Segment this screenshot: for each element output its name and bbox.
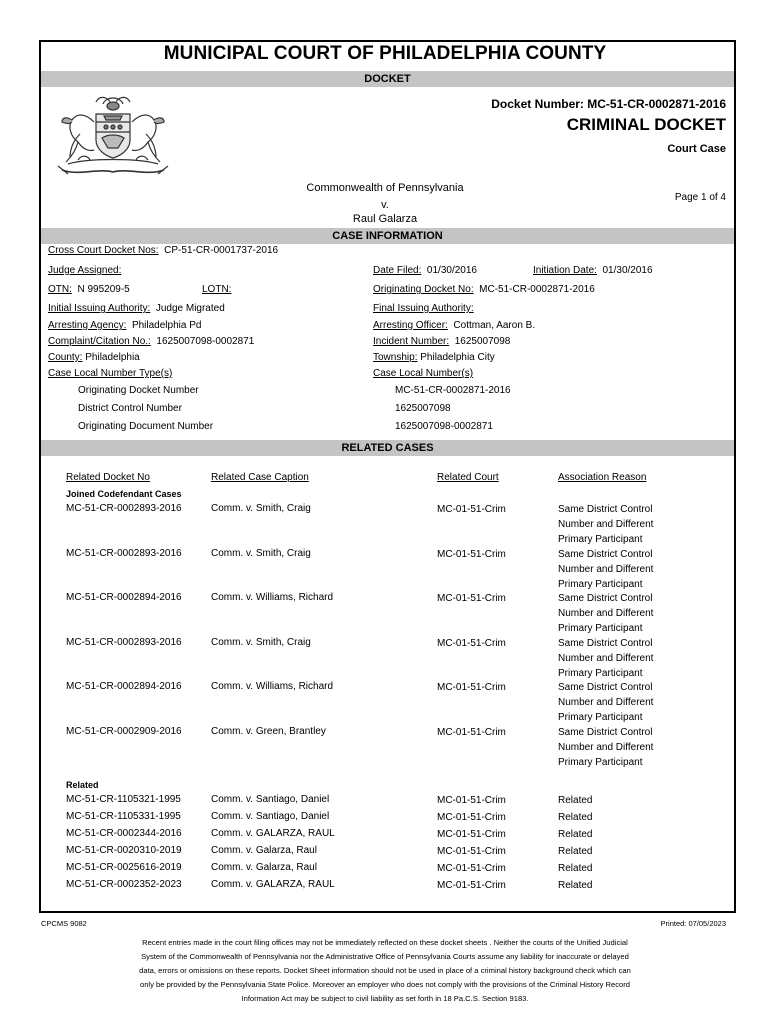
cross-court-docket: Cross Court Docket Nos: CP-51-CR-0001737-2016 <box>48 245 279 256</box>
association-reason-line: Number and Different <box>558 653 654 664</box>
local-number-type: District Control Number <box>78 403 182 414</box>
related-case-caption: Comm. v. Santiago, Daniel <box>211 794 330 805</box>
related-case-caption: Comm. v. Santiago, Daniel <box>211 811 330 822</box>
local-number-type: Originating Document Number <box>78 421 214 432</box>
related-docket-no: MC-51-CR-1105321-1995 <box>66 794 181 805</box>
coat-of-arms-icon <box>48 92 178 180</box>
caption-defendant: Raul Galarza <box>352 213 418 225</box>
related-court: MC-01-51-Crim <box>437 549 506 560</box>
related-case-caption: Comm. v. GALARZA, RAUL <box>211 879 335 890</box>
form-id: CPCMS 9082 <box>41 919 87 928</box>
related-case-caption: Comm. v. Galarza, Raul <box>211 862 317 873</box>
disclaimer-line: System of the Commonwealth of Pennsylvania nor the Administrative Office of Pennsylvania Courts assume any liability for inaccurate or delayed <box>141 952 629 961</box>
related-court: MC-01-51-Crim <box>437 795 506 806</box>
initiation-date: Initiation Date: 01/30/2016 <box>533 265 653 276</box>
case-local-number-types-label: Case Local Number Type(s) <box>48 368 173 379</box>
association-reason-line: Number and Different <box>558 697 654 708</box>
originating-docket: Originating Docket No: MC-51-CR-0002871-2016 <box>373 284 595 295</box>
related-docket-no: MC-51-CR-0020310-2019 <box>66 845 182 856</box>
criminal-docket-heading: CRIMINAL DOCKET <box>566 115 726 134</box>
association-reason-line: Number and Different <box>558 608 654 619</box>
related-case-caption: Comm. v. Smith, Craig <box>211 637 311 648</box>
initial-issuing-authority: Initial Issuing Authority: Judge Migrated <box>48 303 225 314</box>
related-court: MC-01-51-Crim <box>437 593 506 604</box>
page-number: Page 1 of 4 <box>674 192 726 203</box>
judge-assigned-label: Judge Assigned: <box>48 265 122 276</box>
arresting-officer: Arresting Officer: Cottman, Aaron B. <box>373 320 536 331</box>
related-docket-no: MC-51-CR-0002344-2016 <box>66 828 182 839</box>
association-reason-line: Same District Control <box>558 593 653 604</box>
related-docket-no: MC-51-CR-0002909-2016 <box>66 726 182 737</box>
related-case-caption: Comm. v. Smith, Craig <box>211 548 311 559</box>
related-case-caption: Comm. v. Galarza, Raul <box>211 845 317 856</box>
date-filed: Date Filed: 01/30/2016 <box>373 265 477 276</box>
final-issuing-authority-label: Final Issuing Authority: <box>373 303 474 314</box>
docket-number: Docket Number: MC-51-CR-0002871-2016 <box>491 97 726 111</box>
case-local-numbers-label: Case Local Number(s) <box>373 368 474 379</box>
caption-versus: v. <box>381 199 389 211</box>
col-header-docket: Related Docket No <box>66 472 150 483</box>
related-court: MC-01-51-Crim <box>437 863 506 874</box>
related-court: MC-01-51-Crim <box>437 504 506 515</box>
related-court: MC-01-51-Crim <box>437 812 506 823</box>
related-court: MC-01-51-Crim <box>437 727 506 738</box>
related-court: MC-01-51-Crim <box>437 846 506 857</box>
otn: OTN: N 995209-5 <box>48 284 130 295</box>
related-docket-no: MC-51-CR-0002894-2016 <box>66 681 182 692</box>
related-case-caption: Comm. v. GALARZA, RAUL <box>211 828 335 839</box>
incident-number: Incident Number: 1625007098 <box>373 336 511 347</box>
complaint-citation: Complaint/Citation No.: 1625007098-0002871 <box>48 336 255 347</box>
related-docket-no: MC-51-CR-1105331-1995 <box>66 811 181 822</box>
association-reason: Related <box>558 812 593 823</box>
related-court: MC-01-51-Crim <box>437 880 506 891</box>
association-reason-line: Same District Control <box>558 504 653 515</box>
association-reason-line: Same District Control <box>558 682 653 693</box>
related-docket-no: MC-51-CR-0002352-2023 <box>66 879 182 890</box>
association-reason-line: Same District Control <box>558 549 653 560</box>
court-case-label: Court Case <box>667 143 726 155</box>
disclaimer-line: data, errors or omissions on these reports. Docket Sheet information should not be used in place of a criminal history background check which can <box>139 966 631 975</box>
association-reason: Related <box>558 829 593 840</box>
association-reason-line: Primary Participant <box>558 668 643 679</box>
related-case-caption: Comm. v. Williams, Richard <box>211 681 334 692</box>
association-reason-line: Number and Different <box>558 564 654 575</box>
arresting-agency: Arresting Agency: Philadelphia Pd <box>48 320 202 331</box>
local-number-value: MC-51-CR-0002871-2016 <box>395 385 511 396</box>
related-court: MC-01-51-Crim <box>437 829 506 840</box>
county: County: Philadelphia <box>48 352 140 363</box>
local-number-type: Originating Docket Number <box>78 385 199 396</box>
case-information-bar: CASE INFORMATION <box>41 228 734 244</box>
caption-commonwealth: Commonwealth of Pennsylvania <box>306 182 464 194</box>
association-reason: Related <box>558 880 593 891</box>
local-number-value: 1625007098 <box>395 403 451 414</box>
related-court: MC-01-51-Crim <box>437 682 506 693</box>
related-docket-no: MC-51-CR-0002893-2016 <box>66 548 182 559</box>
local-number-value: 1625007098-0002871 <box>395 421 493 432</box>
related-docket-no: MC-51-CR-0025616-2019 <box>66 862 182 873</box>
township: Township: Philadelphia City <box>373 352 495 363</box>
association-reason-line: Primary Participant <box>558 623 643 634</box>
association-reason-line: Primary Participant <box>558 757 643 768</box>
related-case-caption: Comm. v. Williams, Richard <box>211 592 334 603</box>
association-reason: Related <box>558 795 593 806</box>
related-court: MC-01-51-Crim <box>437 638 506 649</box>
related-case-caption: Comm. v. Smith, Craig <box>211 503 311 514</box>
col-header-caption: Related Case Caption <box>211 472 309 483</box>
association-reason-line: Primary Participant <box>558 712 643 723</box>
association-reason-line: Primary Participant <box>558 579 643 590</box>
related-docket-no: MC-51-CR-0002893-2016 <box>66 637 182 648</box>
association-reason-line: Same District Control <box>558 727 653 738</box>
disclaimer <box>80 936 690 1006</box>
disclaimer-line: Information Act may be subject to civil liability as set forth in 18 Pa.C.S. Section 9183. <box>241 994 529 1003</box>
col-header-court: Related Court <box>437 472 499 483</box>
association-reason-line: Primary Participant <box>558 534 643 545</box>
docket-bar: DOCKET <box>41 71 734 87</box>
related-docket-no: MC-51-CR-0002893-2016 <box>66 503 182 514</box>
association-reason-line: Number and Different <box>558 519 654 530</box>
association-reason-line: Same District Control <box>558 638 653 649</box>
court-title: MUNICIPAL COURT OF PHILADELPHIA COUNTY <box>163 43 607 64</box>
col-header-reason: Association Reason <box>558 472 647 483</box>
association-reason: Related <box>558 846 593 857</box>
related-docket-no: MC-51-CR-0002894-2016 <box>66 592 182 603</box>
disclaimer-line: Recent entries made in the court filing offices may not be immediately reflected on these docket sheets . Neither the courts of the Unified Judicial <box>142 938 628 947</box>
printed-date: Printed: 07/05/2023 <box>660 919 726 928</box>
disclaimer-line: only be provided by the Pennsylvania State Police. Moreover an employer who does not comply with the provisions of the Criminal History Record <box>139 980 631 989</box>
lotn-label: LOTN: <box>202 284 232 295</box>
association-reason-line: Number and Different <box>558 742 654 753</box>
related-case-caption: Comm. v. Green, Brantley <box>211 726 326 737</box>
group-title-joined: Joined Codefendant Cases <box>66 489 182 499</box>
related-cases-bar: RELATED CASES <box>41 440 734 456</box>
group-title-related: Related <box>66 780 99 790</box>
association-reason: Related <box>558 863 593 874</box>
